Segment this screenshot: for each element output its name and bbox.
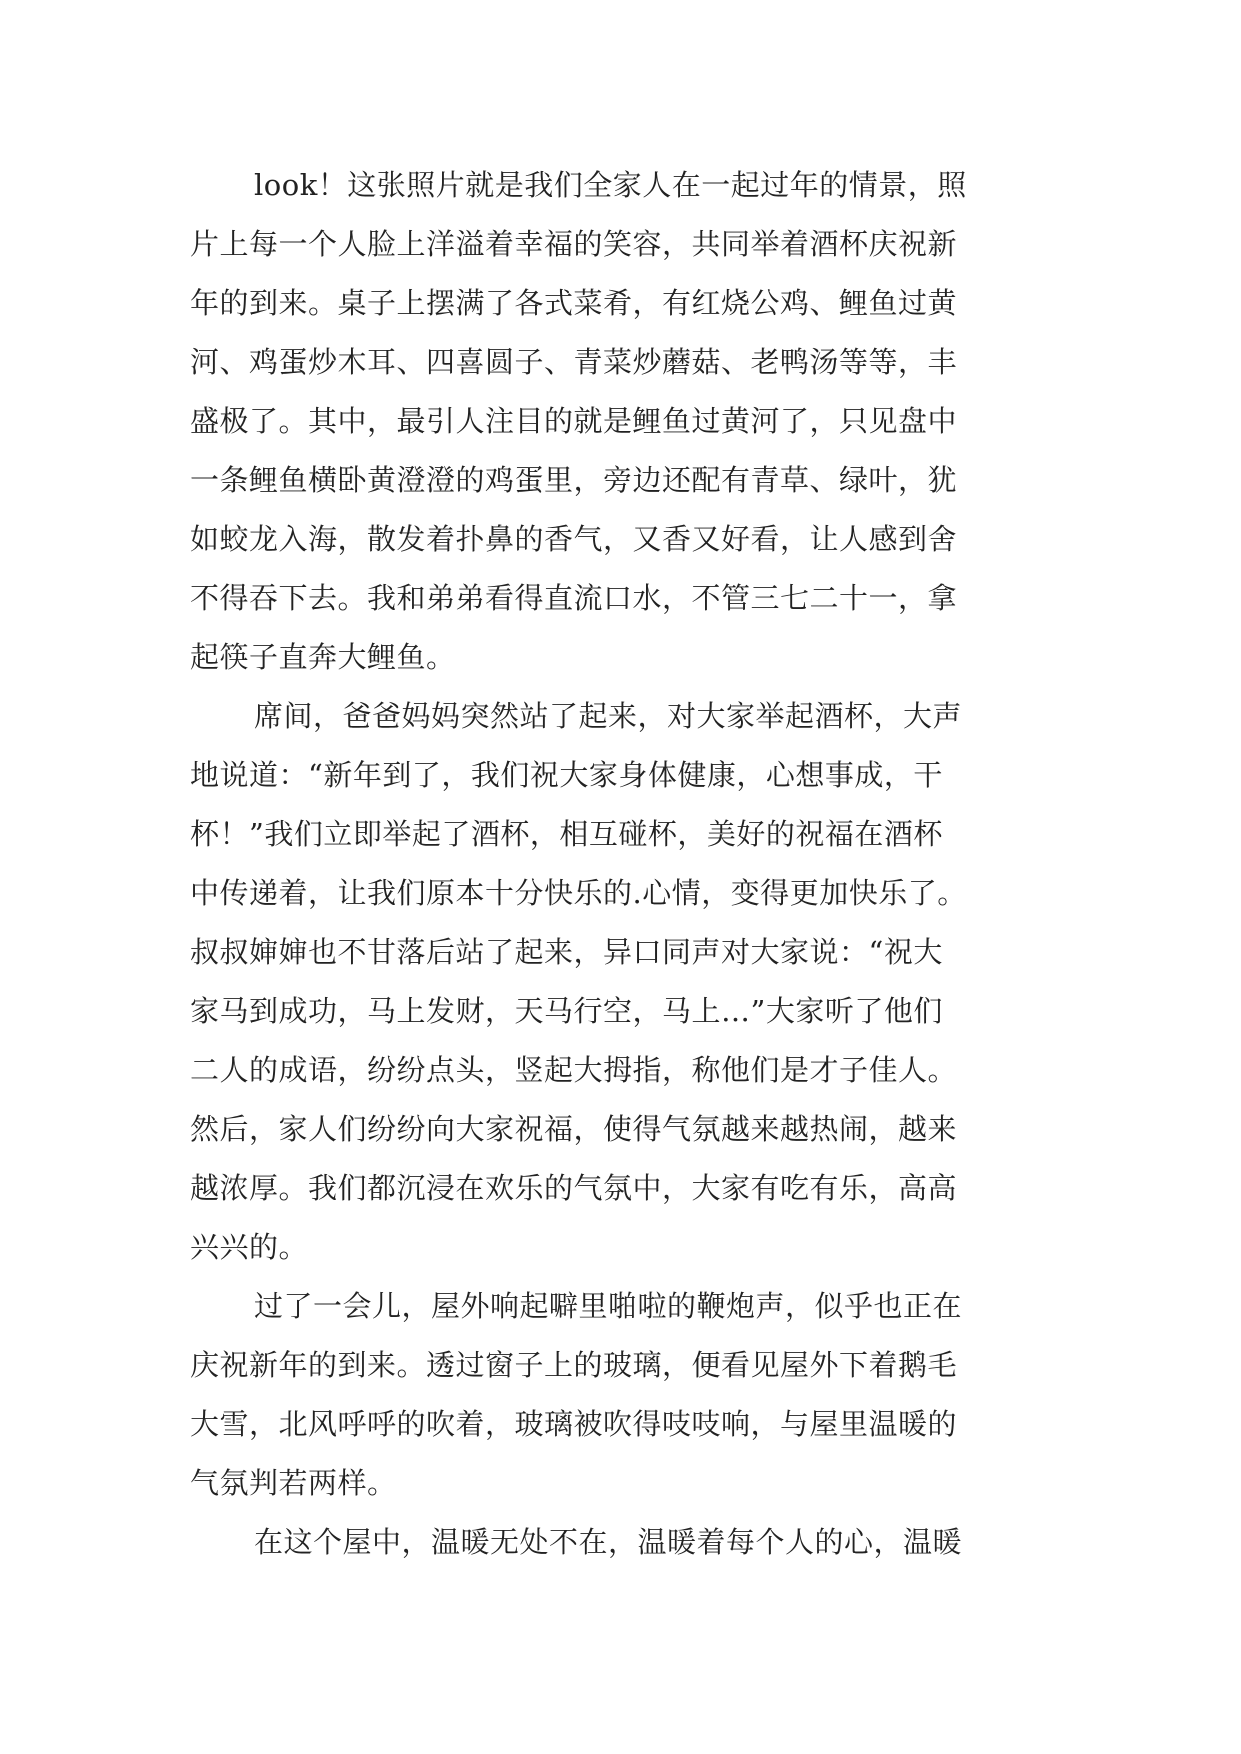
paragraph-1-line-4: 河、鸡蛋炒木耳、四喜圆子、青菜炒蘑菇、老鸭汤等等，丰 [190, 345, 958, 379]
paragraph-2-line-6: 家马到成功，马上发财，天马行空，马上…”大家听了他们 [190, 994, 943, 1028]
paragraph-2-line-5: 叔叔婶婶也不甘落后站了起来，异口同声对大家说：“祝大 [190, 935, 943, 969]
paragraph-2-line-7: 二人的成语，纷纷点头，竖起大拇指，称他们是才子佳人。 [190, 1053, 958, 1087]
body-text [190, 156, 1050, 1572]
paragraph-1-line-3: 年的到来。桌子上摆满了各式菜肴，有红烧公鸡、鲤鱼过黄 [190, 286, 958, 320]
paragraph-1-line-6: 一条鲤鱼横卧黄澄澄的鸡蛋里，旁边还配有青草、绿叶，犹 [190, 463, 958, 497]
paragraph-2-line-10: 兴兴的。 [190, 1230, 309, 1264]
paragraph-1-line-9: 起筷子直奔大鲤鱼。 [190, 640, 456, 674]
paragraph-1-line-7: 如蛟龙入海，散发着扑鼻的香气，又香又好看，让人感到舍 [190, 522, 958, 556]
paragraph-1-line-8: 不得吞下去。我和弟弟看得直流口水，不管三七二十一，拿 [190, 581, 958, 615]
paragraph-1-line-5: 盛极了。其中，最引人注目的就是鲤鱼过黄河了，只见盘中 [190, 404, 958, 438]
paragraph-2-line-8: 然后，家人们纷纷向大家祝福，使得气氛越来越热闹，越来 [190, 1112, 958, 1146]
paragraph-3-line-1: 过了一会儿，屋外响起噼里啪啦的鞭炮声，似乎也正在 [254, 1289, 963, 1323]
paragraph-3-line-4: 气氛判若两样。 [190, 1466, 397, 1500]
paragraph-3-line-3: 大雪，北风呼呼的吹着，玻璃被吹得吱吱响，与屋里温暖的 [190, 1407, 958, 1441]
paragraph-1-line-1: look！这张照片就是我们全家人在一起过年的情景，照 [254, 168, 967, 202]
paragraph-2-line-9: 越浓厚。我们都沉浸在欢乐的气氛中，大家有吃有乐，高高 [190, 1171, 958, 1205]
paragraph-4-line-1: 在这个屋中，温暖无处不在，温暖着每个人的心，温暖 [254, 1525, 963, 1559]
paragraph-3-line-2: 庆祝新年的到来。透过窗子上的玻璃，便看见屋外下着鹅毛 [190, 1348, 958, 1382]
paragraph-2-line-1: 席间，爸爸妈妈突然站了起来，对大家举起酒杯，大声 [254, 699, 963, 733]
paragraph-2-line-2: 地说道：“新年到了，我们祝大家身体健康，心想事成，干 [190, 758, 943, 792]
paragraph-2-line-3: 杯！”我们立即举起了酒杯，相互碰杯，美好的祝福在酒杯 [190, 817, 943, 851]
paragraph-2-line-4: 中传递着，让我们原本十分快乐的.心情，变得更加快乐了。 [190, 876, 967, 910]
paragraph-1-line-2: 片上每一个人脸上洋溢着幸福的笑容，共同举着酒杯庆祝新 [190, 227, 958, 261]
